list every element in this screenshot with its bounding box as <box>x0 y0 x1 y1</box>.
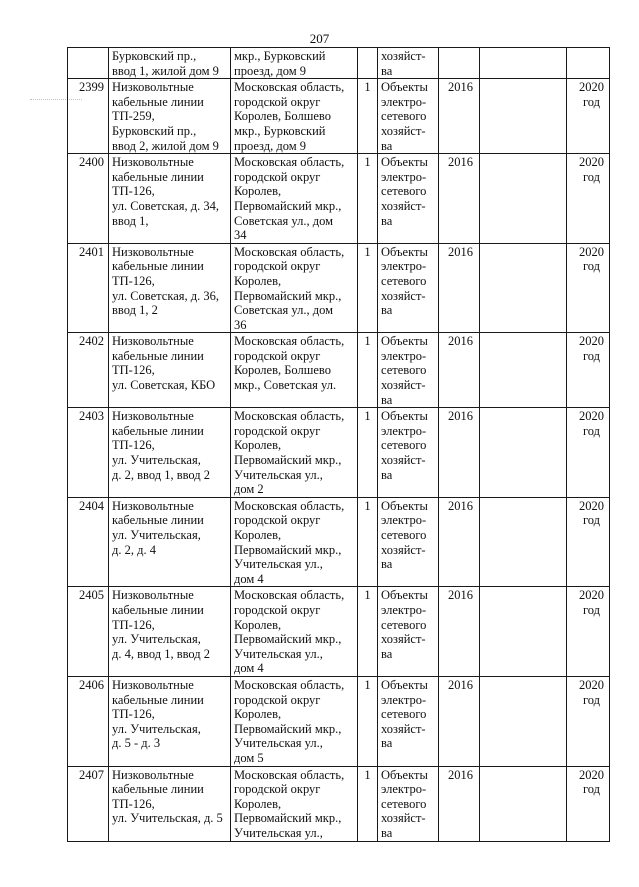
table-row <box>68 766 610 841</box>
row-number: 2400 <box>68 154 109 244</box>
object-name: Низковольтные кабельные линии ТП-126, ул. Учительская, д. 2, ввод 1, ввод 2 <box>109 408 231 498</box>
object-address: Московская область, городской округ Королев, Первомайский мкр., Учительская ул., <box>231 766 358 841</box>
table-row <box>68 587 610 677</box>
object-quantity: 1 <box>358 766 378 841</box>
object-quantity: 1 <box>358 676 378 766</box>
registration-year: 2016 <box>439 766 480 841</box>
term-text: 2020 год <box>579 244 604 274</box>
table-row <box>68 676 610 766</box>
term-text: 2020 год <box>579 767 604 797</box>
term-year <box>567 48 610 79</box>
object-name: Низковольтные кабельные линии ТП-126, ул. Учительская, д. 5 - д. 3 <box>109 676 231 766</box>
registry-table <box>67 47 610 842</box>
row-number <box>68 48 109 79</box>
object-quantity: 1 <box>358 408 378 498</box>
row-number: 2407 <box>68 766 109 841</box>
row-number: 2405 <box>68 587 109 677</box>
object-category: Объекты электро- сетевого хозяйст- ва <box>378 497 439 587</box>
object-address: Московская область, городской округ Королев, Первомайский мкр., Учительская ул., дом 4 <box>231 587 358 677</box>
object-name: Низковольтные кабельные линии ул. Учительская, д. 2, д. 4 <box>109 497 231 587</box>
object-quantity: 1 <box>358 587 378 677</box>
table-row <box>68 408 610 498</box>
table-row <box>68 497 610 587</box>
object-quantity: 1 <box>358 154 378 244</box>
empty-cell <box>480 766 567 841</box>
object-address: Московская область, городской округ Королев, Первомайский мкр., Советская ул., дом 36 <box>231 243 358 333</box>
object-quantity: 1 <box>358 497 378 587</box>
table-row <box>68 333 610 408</box>
registration-year: 2016 <box>439 243 480 333</box>
term-year <box>567 676 610 766</box>
object-name: Низковольтные кабельные линии ТП-126, ул. Советская, д. 36, ввод 1, 2 <box>109 243 231 333</box>
row-number: 2404 <box>68 497 109 587</box>
page-number: 207 <box>309 31 330 46</box>
table-body <box>68 48 610 842</box>
row-number: 2399 <box>68 79 109 154</box>
object-address: Московская область, городской округ Королев, Первомайский мкр., Учительская ул., дом 4 <box>231 497 358 587</box>
empty-cell <box>480 408 567 498</box>
object-address: мкр., Бурковский проезд, дом 9 <box>231 48 358 79</box>
object-quantity: 1 <box>358 79 378 154</box>
registration-year: 2016 <box>439 587 480 677</box>
object-category: Объекты электро- сетевого хозяйст- ва <box>378 766 439 841</box>
object-category: Объекты электро- сетевого хозяйст- ва <box>378 587 439 677</box>
object-category: Объекты электро- сетевого хозяйст- ва <box>378 676 439 766</box>
term-year <box>567 408 610 498</box>
row-number: 2406 <box>68 676 109 766</box>
registration-year: 2016 <box>439 497 480 587</box>
empty-cell <box>480 154 567 244</box>
term-text: 2020 год <box>579 677 604 707</box>
registration-year: 2016 <box>439 79 480 154</box>
row-number: 2403 <box>68 408 109 498</box>
term-year <box>567 154 610 244</box>
object-address: Московская область, городской округ Королев, Первомайский мкр., Учительская ул., дом 2 <box>231 408 358 498</box>
row-number: 2402 <box>68 333 109 408</box>
term-text: 2020 год <box>579 409 604 438</box>
term-year <box>567 333 610 408</box>
object-quantity: 1 <box>358 243 378 333</box>
empty-cell <box>480 497 567 587</box>
empty-cell <box>480 48 567 79</box>
term-text: 2020 год <box>579 498 604 528</box>
row-number: 2401 <box>68 243 109 333</box>
table-row <box>68 48 610 79</box>
object-category: Объекты электро- сетевого хозяйст- ва <box>378 333 439 408</box>
term-year <box>567 497 610 587</box>
object-address: Московская область, городской округ Королев, Первомайский мкр., Советская ул., дом 34 <box>231 154 358 244</box>
object-address: Московская область, городской округ Королев, Болшево мкр., Бурковский проезд, дом 9 <box>231 79 358 154</box>
object-quantity: 1 <box>358 333 378 408</box>
empty-cell <box>480 79 567 154</box>
registration-year: 2016 <box>439 408 480 498</box>
object-quantity <box>358 48 378 79</box>
empty-cell <box>480 676 567 766</box>
table-row <box>68 154 610 244</box>
term-year <box>567 79 610 154</box>
registration-year <box>439 48 480 79</box>
term-text: 2020 год <box>579 80 604 109</box>
object-name: Низковольтные кабельные линии ТП-259, Бурковский пр., ввод 2, жилой дом 9 <box>109 79 231 154</box>
term-text: 2020 год <box>579 334 604 363</box>
object-name: Низковольтные кабельные линии ТП-126, ул. Учительская, д. 5 <box>109 766 231 841</box>
object-name: Бурковский пр., ввод 1, жилой дом 9 <box>109 48 231 79</box>
object-name: Низковольтные кабельные линии ТП-126, ул. Советская, КБО <box>109 333 231 408</box>
term-text: 2020 год <box>579 155 604 184</box>
table-row <box>68 79 610 154</box>
table-row <box>68 243 610 333</box>
term-text: 2020 год <box>579 588 604 617</box>
object-category: Объекты электро- сетевого хозяйст- ва <box>378 243 439 333</box>
empty-cell <box>480 587 567 677</box>
object-name: Низковольтные кабельные линии ТП-126, ул. Советская, д. 34, ввод 1, <box>109 154 231 244</box>
registration-year: 2016 <box>439 676 480 766</box>
term-year <box>567 587 610 677</box>
object-category: Объекты электро- сетевого хозяйст- ва <box>378 408 439 498</box>
term-year <box>567 243 610 333</box>
object-category: Объекты электро- сетевого хозяйст- ва <box>378 79 439 154</box>
object-address: Московская область, городской округ Королев, Болшево мкр., Советская ул. <box>231 333 358 408</box>
registration-year: 2016 <box>439 333 480 408</box>
object-address: Московская область, городской округ Королев, Первомайский мкр., Учительская ул., дом 5 <box>231 676 358 766</box>
empty-cell <box>480 333 567 408</box>
empty-cell <box>480 243 567 333</box>
object-category: Объекты электро- сетевого хозяйст- ва <box>378 154 439 244</box>
object-name: Низковольтные кабельные линии ТП-126, ул. Учительская, д. 4, ввод 1, ввод 2 <box>109 587 231 677</box>
object-category: хозяйст- ва <box>378 48 439 79</box>
term-year <box>567 766 610 841</box>
registration-year: 2016 <box>439 154 480 244</box>
